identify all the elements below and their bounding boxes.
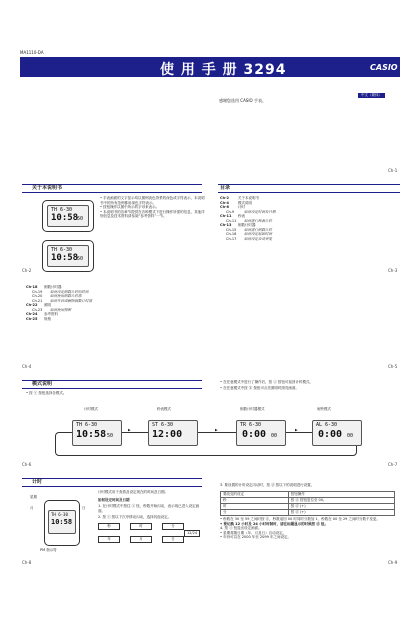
- display-time: 10:58: [76, 429, 107, 440]
- display-time: 0:00: [318, 429, 343, 440]
- section-timekeeping: [22, 478, 202, 487]
- mode-label: 秒表模式: [157, 407, 171, 411]
- language-tab: 中文（简体）: [358, 93, 385, 98]
- toc-entry-text: 如何设定起始时间: [244, 232, 272, 236]
- toc-entry-text: 计时: [238, 205, 245, 209]
- table-header-cell: 按钮操作: [288, 492, 394, 498]
- display-seconds: 00: [271, 433, 278, 439]
- sequence-box: 12/24: [184, 530, 200, 537]
- display-seconds: 50: [77, 256, 84, 262]
- title-bar: [20, 57, 400, 77]
- section-rule: [22, 388, 202, 389]
- arrow-right-icon: ▶: [215, 428, 218, 432]
- note-text: • 星期将随日期（年、月及日）自动设定。: [220, 530, 287, 535]
- section-rule: [218, 192, 400, 193]
- mode-display-timekeeping: [72, 420, 122, 446]
- mode-label: 计时模式: [84, 407, 98, 411]
- page-number: Ch-7: [388, 462, 398, 467]
- display-top-row: TH 6-30: [51, 512, 68, 517]
- toc-page-ref: Ch-19: [32, 289, 43, 294]
- page-number: Ch-4: [22, 364, 32, 369]
- bullet-text: • 本说明书的各章节提供在各种模式下进行操作所需的信息，其他详细信息及技术资料请参阅“参考资料”一节。: [100, 209, 205, 218]
- mode-display-countdown: [236, 420, 286, 446]
- display-seconds: 50: [77, 216, 84, 222]
- toc-entry-text: 如何进行秒表计时: [244, 218, 272, 223]
- mode-display-alarm: [312, 420, 362, 446]
- brand-logo: CASIO: [370, 63, 398, 72]
- watch-display: [48, 510, 76, 534]
- toc-entry-text: 照明: [44, 303, 51, 307]
- sequence-box: 日: [162, 536, 184, 543]
- display-top-row: TH 6-30: [76, 422, 98, 428]
- section-toc: [218, 184, 400, 193]
- page-title: 使 用 手 册 3294: [160, 62, 287, 78]
- toc-page-ref: Ch-11: [220, 214, 232, 218]
- mode-bullet: • 在任意模式中按 ⓑ 按钮可点亮照明时照亮画面。: [220, 386, 299, 390]
- toc-page-ref: Ch-24: [26, 312, 38, 316]
- toc-entry-text: 如何设定自动重复: [244, 236, 272, 241]
- sequence-box: 秒: [98, 523, 120, 530]
- page-number: Ch-9: [388, 560, 398, 565]
- sequence-box: 分: [162, 523, 184, 530]
- section-heading: 关于本说明书: [32, 185, 63, 191]
- toc-entry-text: 如何使用倒数计时器: [50, 294, 82, 298]
- note-text: 4. 按 ⓐ 钮退出设定画面。: [220, 526, 262, 530]
- mode-bullet: • 在任意模式中进行了操作后，按 ⓐ 按钮可返回计时模式。: [220, 380, 313, 384]
- arrow-right-icon: ▶: [295, 428, 298, 432]
- table-cell: 按 ⓓ (+): [288, 510, 394, 516]
- toc-page-ref: Ch-17: [226, 236, 237, 241]
- timekeeping-intro: 计时模式用于查看及设定现在的时间及日期。: [98, 490, 168, 494]
- toc-page-ref: Ch-6: [220, 205, 229, 209]
- section-heading: 计时: [32, 479, 43, 485]
- mode-label: 倒数计时器模式: [240, 407, 265, 411]
- page-number: Ch-6: [22, 462, 32, 467]
- sequence-box: 月: [130, 536, 152, 543]
- toc-list: [220, 196, 390, 241]
- sequence-box: 年: [98, 536, 120, 543]
- sequence-box: 时: [130, 523, 152, 530]
- display-seconds: 00: [347, 433, 354, 439]
- watch-illustration: [42, 240, 94, 272]
- toc-entry-text: 如何进行倒数计时: [244, 227, 272, 232]
- table-cell: 分: [221, 510, 289, 516]
- display-top-row: ST 6-30: [152, 422, 174, 428]
- toc-entry-text: 如何设定倒数计时的时间: [50, 289, 89, 294]
- toc-page-ref: Ch-11: [226, 218, 237, 223]
- note-text: • 年份可以在 2000 年至 2099 年之间设定。: [220, 535, 291, 539]
- toc-page-ref: Ch-22: [26, 303, 38, 307]
- display-top-row: TR 6-30: [240, 422, 262, 428]
- toc-page-ref: Ch-4: [220, 200, 229, 205]
- toc-page-ref: Ch-2: [220, 196, 229, 200]
- toc-page-ref: Ch-18: [26, 285, 38, 289]
- about-bullets: [100, 196, 205, 219]
- section-heading: 模式说明: [32, 381, 53, 387]
- table-cell: 按 ⓓ (+): [288, 504, 394, 510]
- bullet-text: • 按钮操作以图中所示的字母来表示。: [100, 205, 160, 209]
- toc-entry-text: 倒数计时器: [238, 223, 256, 227]
- watch-illustration: [42, 200, 94, 232]
- table-cell: 时: [221, 504, 289, 510]
- display-time: 12:00: [152, 429, 183, 440]
- toc-page-ref: Ch-16: [226, 232, 237, 236]
- bullet-text: • 手表画面的文字显示均以图例淡色背景的深色或字符表示，本说明书中的所有范例都用深色字符表示。: [100, 196, 205, 205]
- display-seconds: 50: [107, 433, 114, 439]
- callout-label: 月: [30, 506, 34, 510]
- mode-display-stopwatch: [148, 420, 198, 446]
- toc-entry-text: 秒表: [238, 214, 245, 218]
- toc-page-ref: Ch-9: [226, 209, 235, 214]
- toc-entry-text: 如何设定时间及日期: [244, 209, 276, 214]
- section-rule: [22, 192, 202, 193]
- toc-entry-text: 参考资料: [44, 312, 58, 316]
- section-modes: [22, 380, 202, 389]
- callout-label: 星期: [30, 495, 37, 499]
- display-time: 10:58: [51, 518, 73, 526]
- mode-bullet: • 按 ⓒ 按钮选择各模式。: [26, 391, 67, 395]
- timekeeping-step: 2. 按 ⓒ 按以下次序移动闪动，选择其他设定。: [98, 515, 172, 519]
- toc-item: [220, 237, 390, 242]
- arrow-right-icon: ▶: [128, 428, 131, 432]
- intro-text: 感谢您选用 CASIO 手表。: [219, 98, 266, 103]
- toc-page-ref: Ch-23: [32, 307, 43, 312]
- display-top-row: TH 6-30: [51, 247, 73, 253]
- callout-label: 日: [82, 506, 86, 510]
- callout-label: PM 指示符: [40, 548, 57, 552]
- manual-code: MA1110-DA: [20, 50, 44, 55]
- display-time: 10:58: [51, 253, 79, 263]
- page-number: Ch-5: [388, 364, 398, 369]
- toc-item: [26, 317, 196, 322]
- table-cell: 按 ⓓ 按钮复位至 00。: [288, 498, 394, 504]
- toc-entry-text: 规格: [44, 316, 51, 321]
- display-time: 10:58: [51, 213, 79, 223]
- display-time: 0:00: [242, 429, 267, 440]
- mode-label: 闹铃模式: [317, 407, 331, 411]
- page-number: Ch-1: [388, 168, 398, 173]
- toc-page-ref: Ch-21: [32, 298, 43, 303]
- watch-display: [47, 205, 89, 227]
- page-number: Ch-2: [22, 268, 32, 273]
- toc-list: [26, 285, 196, 321]
- section-heading: 目录: [220, 185, 231, 191]
- toc-page-ref: Ch-15: [226, 227, 237, 232]
- watch-display: [47, 245, 89, 267]
- notes-list: [220, 517, 400, 540]
- table-cell: 秒: [221, 498, 289, 504]
- toc-entry-text: 模式说明: [238, 200, 252, 205]
- section-about: [22, 184, 202, 193]
- toc-page-ref: Ch-20: [32, 294, 43, 298]
- section-rule: [22, 486, 202, 487]
- step-text: 3. 要设置的计时设定闪动时，按 ⓓ 按以下的说明进行设置。: [220, 483, 315, 487]
- display-top-row: TH 6-30: [51, 207, 73, 213]
- timekeeping-subhead: 如何设定时间及日期: [98, 498, 130, 502]
- toc-entry-text: 如何使用照明: [50, 307, 71, 312]
- display-top-row: AL 6-30: [316, 422, 338, 428]
- toc-entry-text: 如何开启或解除倒数计时器: [50, 298, 92, 303]
- toc-entry-text: 关于本说明书: [238, 196, 259, 200]
- table-header-cell: 要改变的设定: [221, 492, 289, 498]
- toc-entry-text: 倒数计时器: [44, 285, 62, 289]
- timekeeping-step: 1. 在计时模式中按住 ⓐ 钮，秒数开始闪动，表示现已进入设定画面。: [98, 504, 200, 513]
- page-number: Ch-8: [22, 560, 32, 565]
- page-number: Ch-3: [388, 268, 398, 273]
- toc-page-ref: Ch-13: [220, 223, 232, 227]
- note-text: • 要切换 12 小时及 24 小时时制时，请在标题显示的时候按 ⓓ 钮。: [220, 521, 329, 526]
- settings-table: [220, 491, 395, 516]
- watch-illustration: [44, 500, 80, 546]
- note-text: • 秒数在 30 至 59 之间时按 ⓓ，秒数返回 00 时同时分数加 1，秒数在 00 至 29 之间时分数不变更。: [220, 517, 381, 521]
- toc-page-ref: Ch-25: [26, 316, 38, 321]
